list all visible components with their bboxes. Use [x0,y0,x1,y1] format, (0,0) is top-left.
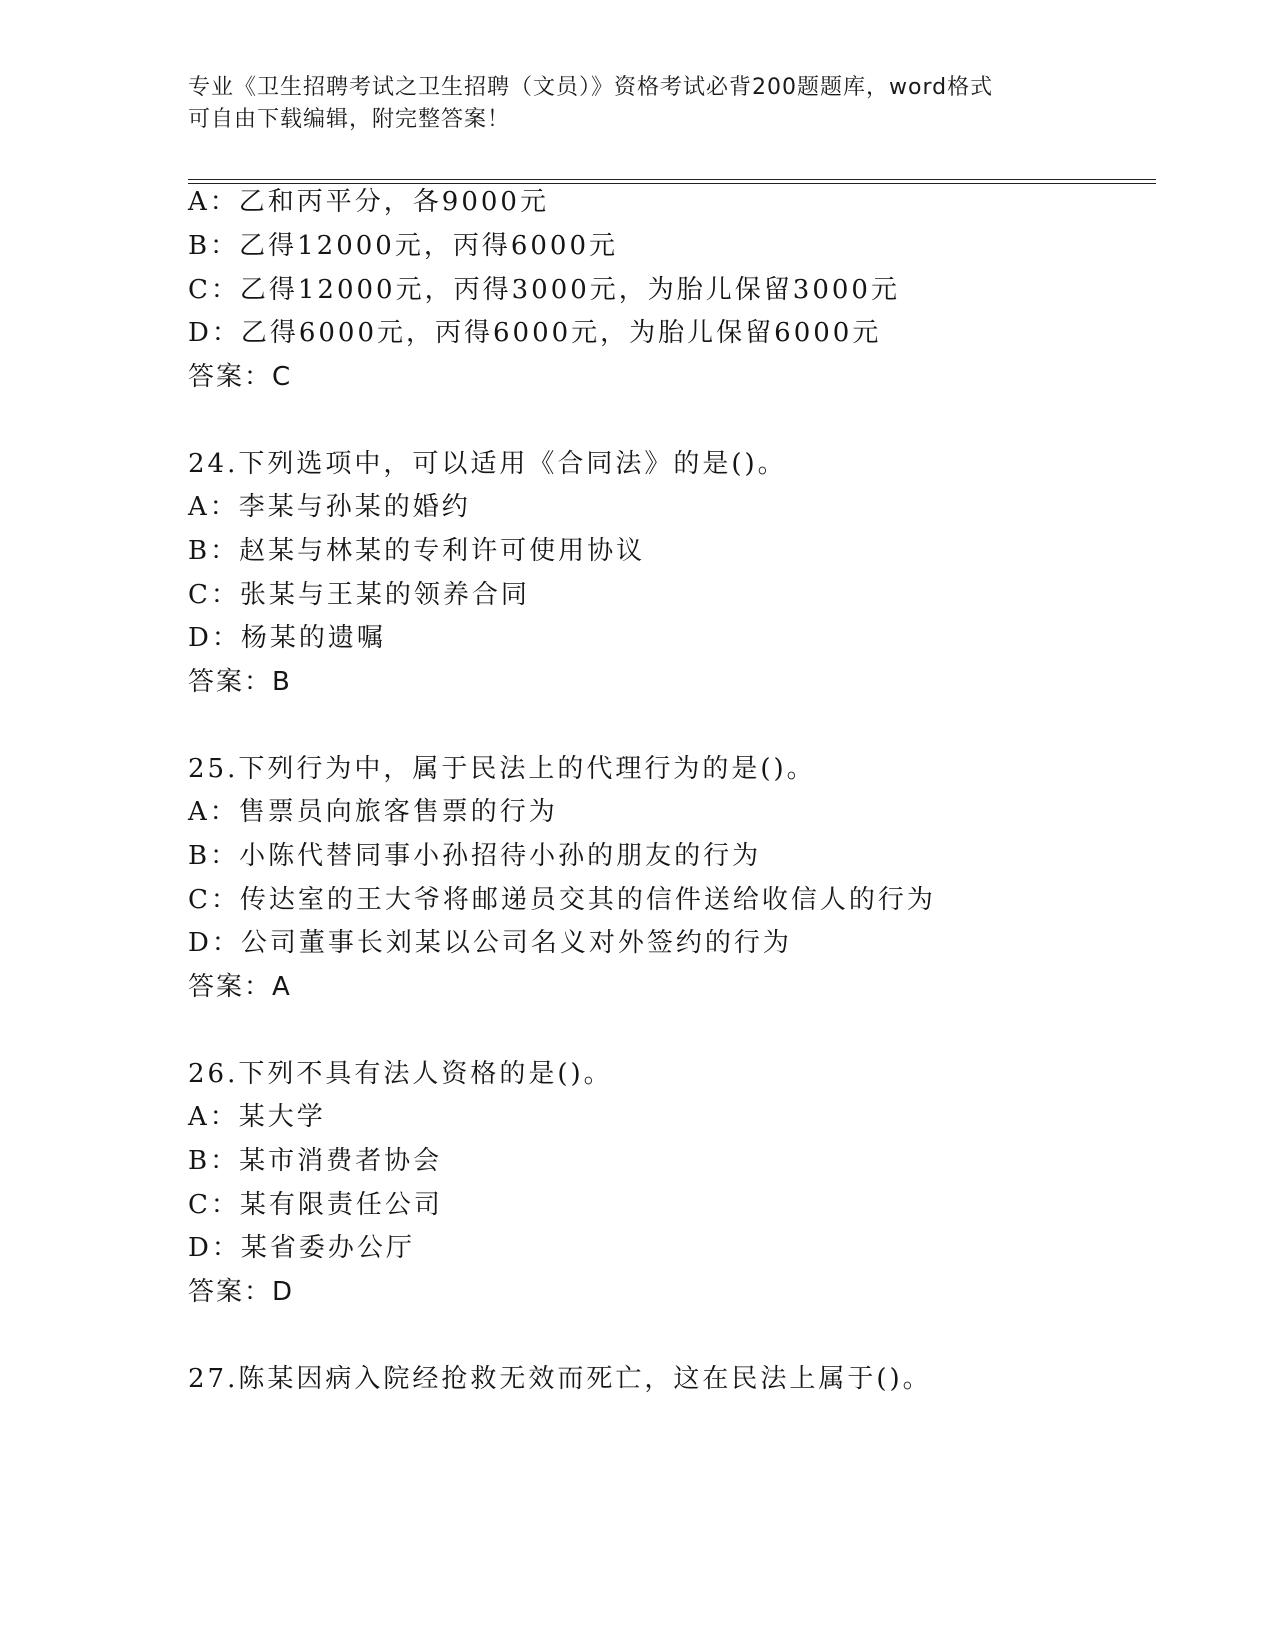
q23-option-b: B：乙得12000元，丙得6000元 [188,231,618,261]
q25-answer: 答案：A [188,972,292,1002]
q25-question: 25.下列行为中，属于民法上的代理行为的是()。 [188,754,816,784]
q24-option-d: D：杨某的遗嘱 [188,623,386,653]
header-line-2: 可自由下载编辑，附完整答案！ [188,107,511,132]
q23-option-a: A：乙和丙平分，各9000元 [188,187,549,217]
q26-question: 26.下列不具有法人资格的是()。 [188,1059,613,1089]
q23-option-c: C：乙得12000元，丙得3000元，为胎儿保留3000元 [188,275,900,305]
q25-option-b: B：小陈代替同事小孙招待小孙的朋友的行为 [188,841,762,871]
q24-option-a: A：李某与孙某的婚约 [188,492,471,522]
q24-option-c: C：张某与王某的领养合同 [188,580,530,610]
q24-option-b: B：赵某与林某的专利许可使用协议 [188,536,646,566]
header-divider-top [188,179,1156,180]
q26-answer: 答案：D [188,1277,295,1307]
q24-question: 24.下列选项中，可以适用《合同法》的是()。 [188,449,787,479]
q26-option-a: A：某大学 [188,1102,326,1132]
document-header [188,72,1088,136]
q25-option-d: D：公司董事长刘某以公司名义对外签约的行为 [188,928,792,958]
header-line-1: 专业《卫生招聘考试之卫生招聘（文员）》资格考试必背200题题库，word格式 [188,75,994,100]
q25-option-a: A：售票员向旅客售票的行为 [188,797,558,827]
q24-answer: 答案：B [188,667,292,697]
q26-option-d: D：某省委办公厅 [188,1233,415,1263]
q23-answer: 答案：C [188,362,293,392]
q23-option-d: D：乙得6000元，丙得6000元，为胎儿保留6000元 [188,318,882,348]
q26-option-c: C：某有限责任公司 [188,1190,443,1220]
header-divider-bottom [188,183,1156,184]
q26-option-b: B：某市消费者协会 [188,1146,443,1176]
q25-option-c: C：传达室的王大爷将邮递员交其的信件送给收信人的行为 [188,885,936,915]
q27-question: 27.陈某因病入院经抢救无效而死亡，这在民法上属于()。 [188,1364,932,1394]
